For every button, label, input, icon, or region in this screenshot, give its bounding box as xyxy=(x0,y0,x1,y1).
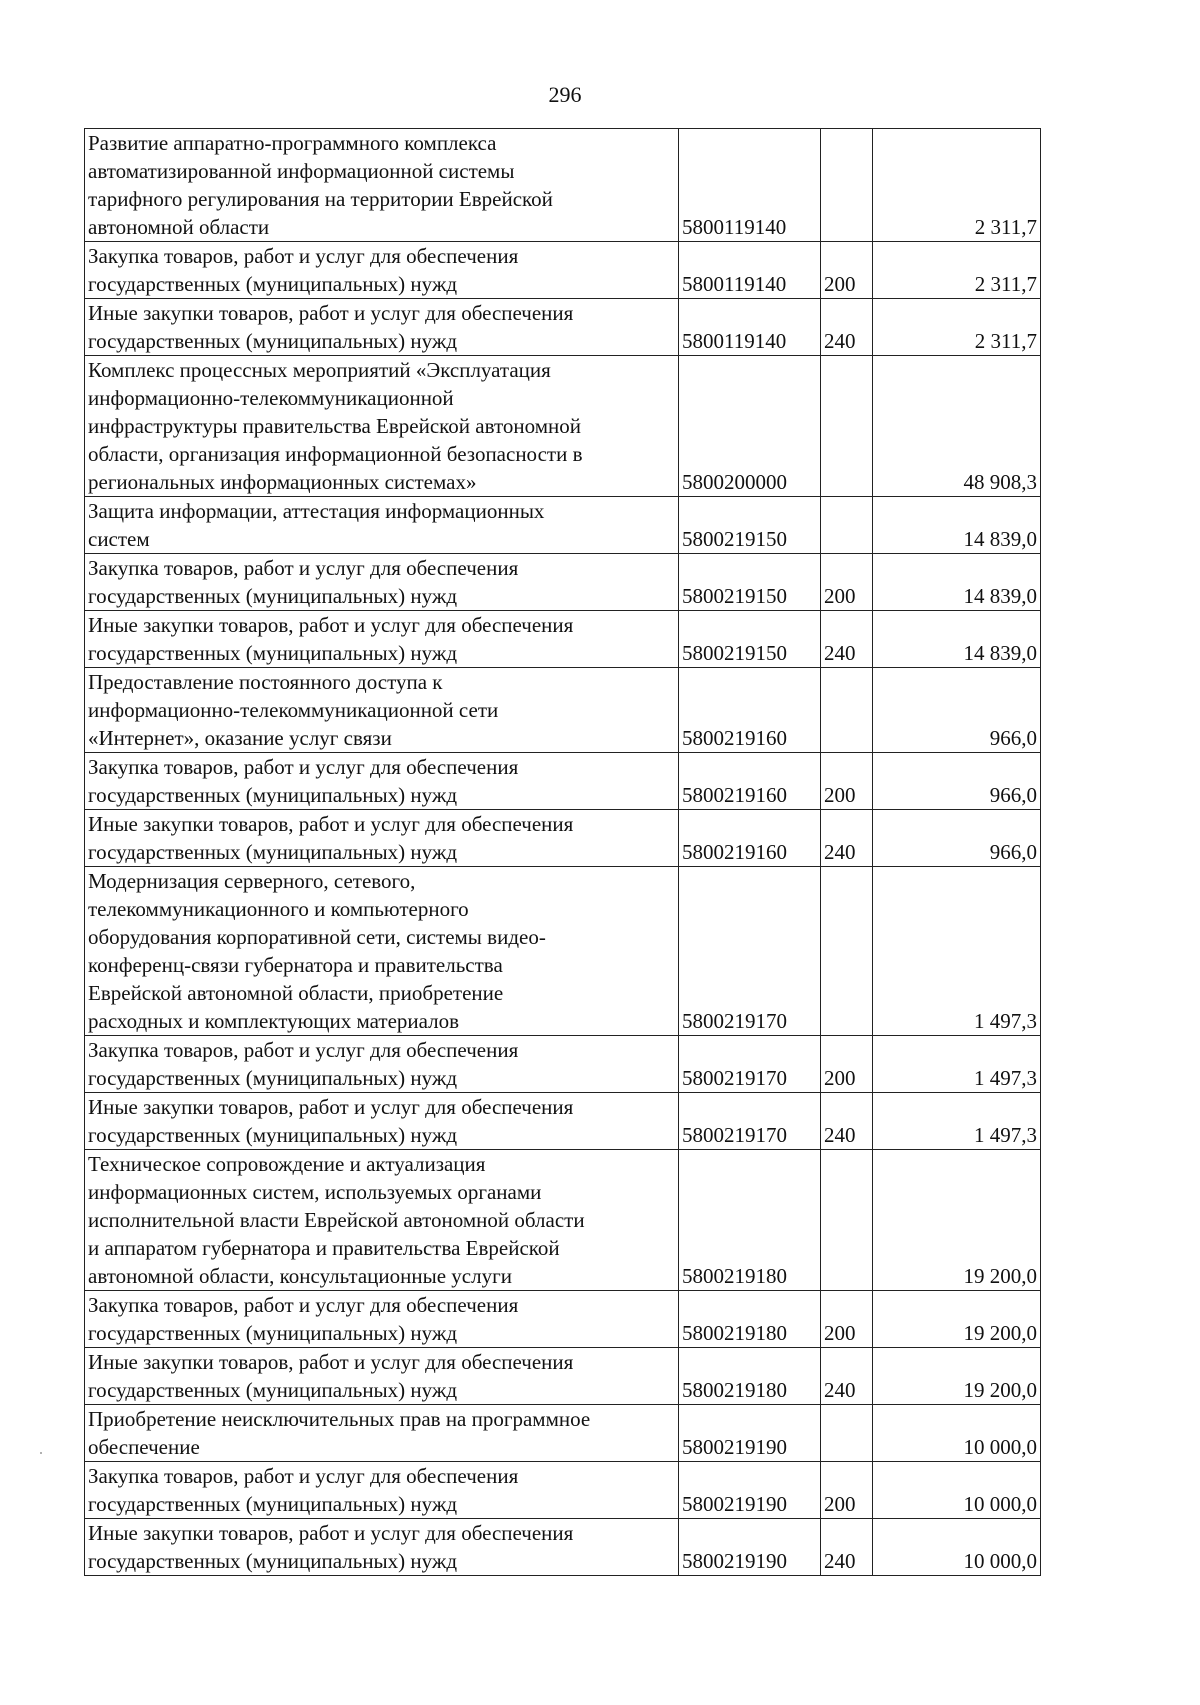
table-row xyxy=(85,1519,1041,1576)
row-sum-cell: 14 839,0 xyxy=(873,611,1041,668)
row-sum-cell: 48 908,3 xyxy=(873,356,1041,497)
row-csr-cell: 5800219160 xyxy=(679,668,821,753)
row-csr-cell: 5800219190 xyxy=(679,1519,821,1576)
row-name-cell: Иные закупки товаров, работ и услуг для обеспечения государственных (муниципальных) нужд xyxy=(85,1093,679,1150)
budget-table xyxy=(84,128,1041,1576)
row-name-cell: Иные закупки товаров, работ и услуг для обеспечения государственных (муниципальных) нужд xyxy=(85,1348,679,1405)
row-csr-cell: 5800219170 xyxy=(679,1036,821,1093)
table-row xyxy=(85,810,1041,867)
row-name-cell: Закупка товаров, работ и услуг для обеспечения государственных (муниципальных) нужд xyxy=(85,554,679,611)
table-row xyxy=(85,1462,1041,1519)
page-number: 296 xyxy=(548,82,582,107)
row-sum-cell: 10 000,0 xyxy=(873,1405,1041,1462)
row-vr-cell xyxy=(821,497,873,554)
row-name-cell: Комплекс процессных мероприятий «Эксплуатация информационно-телекоммуникационной инфраструктуры правительства Еврейской автономной области, организация информационной безопасности в региональных информационных системах» xyxy=(85,356,679,497)
row-csr-cell: 5800219170 xyxy=(679,1093,821,1150)
budget-table-body xyxy=(85,129,1041,1576)
row-name-cell: Предоставление постоянного доступа к информационно-телекоммуникационной сети «Интернет», оказание услуг связи xyxy=(85,668,679,753)
row-csr-cell: 5800219160 xyxy=(679,810,821,867)
table-row xyxy=(85,1036,1041,1093)
row-csr-cell: 5800219180 xyxy=(679,1150,821,1291)
row-vr-cell: 240 xyxy=(821,1093,873,1150)
row-vr-cell xyxy=(821,1150,873,1291)
row-sum-cell: 19 200,0 xyxy=(873,1291,1041,1348)
table-row xyxy=(85,356,1041,497)
row-csr-cell: 5800200000 xyxy=(679,356,821,497)
row-vr-cell: 200 xyxy=(821,1462,873,1519)
row-name-cell: Иные закупки товаров, работ и услуг для обеспечения государственных (муниципальных) нужд xyxy=(85,611,679,668)
table-row xyxy=(85,668,1041,753)
row-name-cell: Закупка товаров, работ и услуг для обеспечения государственных (муниципальных) нужд xyxy=(85,1462,679,1519)
row-csr-cell: 5800219160 xyxy=(679,753,821,810)
row-name-cell: Иные закупки товаров, работ и услуг для обеспечения государственных (муниципальных) нужд xyxy=(85,1519,679,1576)
table-row xyxy=(85,497,1041,554)
row-sum-cell: 2 311,7 xyxy=(873,129,1041,242)
row-sum-cell: 966,0 xyxy=(873,668,1041,753)
row-sum-cell: 2 311,7 xyxy=(873,299,1041,356)
row-sum-cell: 19 200,0 xyxy=(873,1150,1041,1291)
row-name-cell: Закупка товаров, работ и услуг для обеспечения государственных (муниципальных) нужд xyxy=(85,242,679,299)
row-name-cell: Иные закупки товаров, работ и услуг для обеспечения государственных (муниципальных) нужд xyxy=(85,810,679,867)
row-sum-cell: 1 497,3 xyxy=(873,867,1041,1036)
row-csr-cell: 5800219150 xyxy=(679,497,821,554)
row-csr-cell: 5800119140 xyxy=(679,129,821,242)
row-name-cell: Закупка товаров, работ и услуг для обеспечения государственных (муниципальных) нужд xyxy=(85,753,679,810)
row-csr-cell: 5800219180 xyxy=(679,1348,821,1405)
row-sum-cell: 1 497,3 xyxy=(873,1093,1041,1150)
table-row xyxy=(85,554,1041,611)
row-name-cell: Техническое сопровождение и актуализация информационных систем, используемых органами исполнительной власти Еврейской автономной области и аппаратом губернатора и правительства Еврейской автономной области, консультационные услуги xyxy=(85,1150,679,1291)
row-vr-cell xyxy=(821,867,873,1036)
row-vr-cell: 240 xyxy=(821,1519,873,1576)
row-sum-cell: 19 200,0 xyxy=(873,1348,1041,1405)
row-sum-cell: 10 000,0 xyxy=(873,1462,1041,1519)
row-sum-cell: 14 839,0 xyxy=(873,497,1041,554)
row-name-cell: Приобретение неисключительных прав на программное обеспечение xyxy=(85,1405,679,1462)
row-vr-cell: 240 xyxy=(821,299,873,356)
row-sum-cell: 1 497,3 xyxy=(873,1036,1041,1093)
row-vr-cell: 200 xyxy=(821,753,873,810)
row-vr-cell: 200 xyxy=(821,1291,873,1348)
scan-speck xyxy=(40,1452,42,1454)
row-name-cell: Закупка товаров, работ и услуг для обеспечения государственных (муниципальных) нужд xyxy=(85,1036,679,1093)
row-vr-cell xyxy=(821,668,873,753)
row-sum-cell: 10 000,0 xyxy=(873,1519,1041,1576)
row-vr-cell: 200 xyxy=(821,554,873,611)
row-vr-cell: 240 xyxy=(821,611,873,668)
row-sum-cell: 14 839,0 xyxy=(873,554,1041,611)
row-sum-cell: 966,0 xyxy=(873,810,1041,867)
table-row xyxy=(85,1291,1041,1348)
table-row xyxy=(85,1348,1041,1405)
row-name-cell: Закупка товаров, работ и услуг для обеспечения государственных (муниципальных) нужд xyxy=(85,1291,679,1348)
row-csr-cell: 5800219170 xyxy=(679,867,821,1036)
row-vr-cell: 240 xyxy=(821,1348,873,1405)
row-csr-cell: 5800219190 xyxy=(679,1405,821,1462)
table-row xyxy=(85,1093,1041,1150)
row-vr-cell xyxy=(821,129,873,242)
row-name-cell: Защита информации, аттестация информационных систем xyxy=(85,497,679,554)
row-csr-cell: 5800219150 xyxy=(679,554,821,611)
row-vr-cell: 200 xyxy=(821,1036,873,1093)
table-row xyxy=(85,611,1041,668)
table-row xyxy=(85,1150,1041,1291)
row-csr-cell: 5800219190 xyxy=(679,1462,821,1519)
row-vr-cell xyxy=(821,1405,873,1462)
row-csr-cell: 5800219150 xyxy=(679,611,821,668)
row-name-cell: Иные закупки товаров, работ и услуг для обеспечения государственных (муниципальных) нужд xyxy=(85,299,679,356)
row-sum-cell: 966,0 xyxy=(873,753,1041,810)
row-sum-cell: 2 311,7 xyxy=(873,242,1041,299)
row-csr-cell: 5800119140 xyxy=(679,242,821,299)
table-row xyxy=(85,753,1041,810)
row-vr-cell xyxy=(821,356,873,497)
row-vr-cell: 200 xyxy=(821,242,873,299)
row-name-cell: Модернизация серверного, сетевого, телекоммуникационного и компьютерного оборудования корпоративной сети, системы видео- конференц-связи губернатора и правительства Еврейской автономной области, приобретение расходных и комплектующих материалов xyxy=(85,867,679,1036)
table-row xyxy=(85,1405,1041,1462)
table-row xyxy=(85,242,1041,299)
table-row xyxy=(85,129,1041,242)
row-csr-cell: 5800119140 xyxy=(679,299,821,356)
row-vr-cell: 240 xyxy=(821,810,873,867)
table-row xyxy=(85,867,1041,1036)
row-csr-cell: 5800219180 xyxy=(679,1291,821,1348)
row-name-cell: Развитие аппаратно-программного комплекса автоматизированной информационной системы тарифного регулирования на территории Еврейской автономной области xyxy=(85,129,679,242)
table-row xyxy=(85,299,1041,356)
